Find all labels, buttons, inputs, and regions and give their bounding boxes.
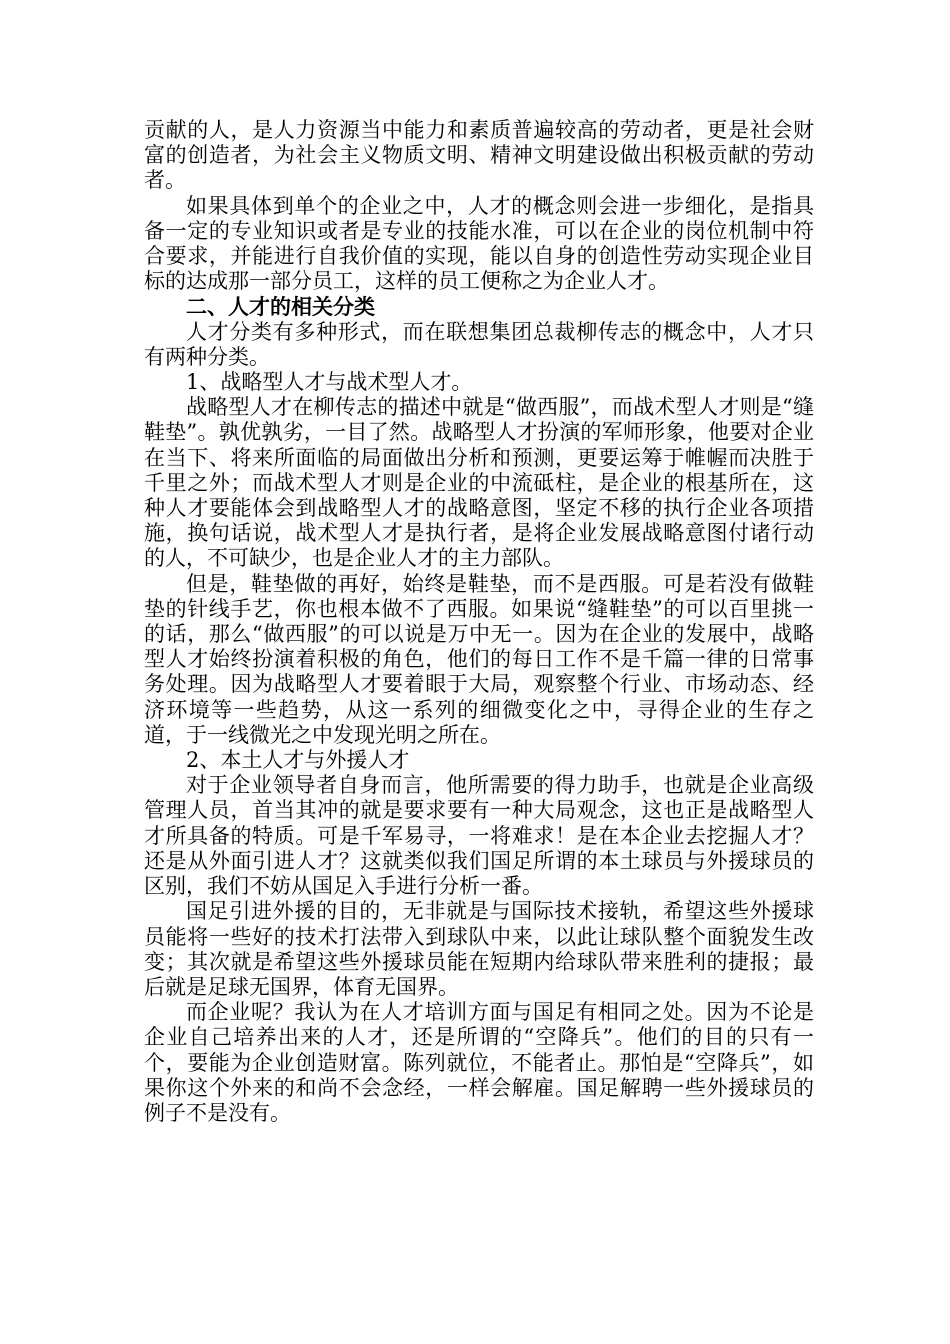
paragraph-foreign-players: 国足引进外援的目的，无非就是与国际技术接轨，希望这些外援球员能将一些好的技术打法带入到球队中来，以此让球队整个面貌发生改变；其次就是希望这些外援球员能在短期内给球队带来胜利的捷报；最后就是足球无国界，体育无国界。 — [144, 899, 814, 999]
paragraph-enterprise-training: 而企业呢？我认为在人才培训方面与国足有相同之处。因为不论是企业自己培养出来的人才，还是所谓的“空降兵”。他们的目的只有一个，要能为企业创造财富。陈列就位，不能者止。那怕是“空降兵”，如果你这个外来的和尚不会念经，一样会解雇。国足解聘一些外援球员的例子不是没有。 — [144, 1000, 814, 1125]
paragraph-classification-intro: 人才分类有多种形式，而在联想集团总裁柳传志的概念中，人才只有两种分类。 — [144, 319, 814, 369]
paragraph-continuation: 贡献的人，是人力资源当中能力和素质普遍较高的劳动者，更是社会财富的创造者，为社会主义物质文明、精神文明建设做出积极贡献的劳动者。 — [144, 118, 814, 193]
paragraph-strategic-tactical: 战略型人才在柳传志的描述中就是“做西服”，而战术型人才则是“缝鞋垫”。孰优孰劣，一目了然。战略型人才扮演的军师形象，他要对企业在当下、将来所面临的局面做出分析和预测，更要运筹于帷幄而决胜于千里之外；而战术型人才则是企业的中流砥柱，是企业的根基所在，这种人才要能体会到战略型人才的战略意图，坚定不移的执行企业各项措施，换句话说，战术型人才是执行者，是将企业发展战略意图付诸行动的人，不可缺少，也是企业人才的主力部队。 — [144, 395, 814, 571]
paragraph-leader-needs: 对于企业领导者自身而言，他所需要的得力助手，也就是企业高级管理人员，首当其冲的就是要求要有一种大局观念，这也正是战略型人才所具备的特质。可是千军易寻，一将难求！是在本企业去挖掘人才？还是从外面引进人才？这就类似我们国足所谓的本土球员与外援球员的区别，我们不妨从国足入手进行分析一番。 — [144, 773, 814, 899]
paragraph-insole-suit: 但是，鞋垫做的再好，始终是鞋垫，而不是西服。可是若没有做鞋垫的针线手艺，你也根本做不了西服。如果说“缝鞋垫”的可以百里挑一的话，那么“做西服”的可以说是万中无一。因为在企业的发展中，战略型人才始终扮演着积极的角色，他们的每日工作不是千篇一律的日常事务处理。因为战略型人才要着眼于大局，观察整个行业、市场动态、经济环境等一些趋势，从这一系列的细微变化之中，寻得企业的生存之道，于一线微光之中发现光明之所在。 — [144, 571, 814, 747]
document-body — [144, 118, 814, 1126]
subheading-strategic-tactical: 1、战略型人才与战术型人才。 — [186, 370, 473, 395]
subheading-local-foreign: 2、本土人才与外援人才 — [186, 748, 410, 773]
paragraph-talent-definition: 如果具体到单个的企业之中，人才的概念则会进一步细化，是指具备一定的专业知识或者是专业的技能水准，可以在企业的岗位机制中符合要求，并能进行自我价值的实现，能以自身的创造性劳动实现企业目标的达成那一部分员工，这样的员工便称之为企业人才。 — [144, 193, 814, 294]
section-heading: 二、人才的相关分类 — [186, 294, 375, 320]
